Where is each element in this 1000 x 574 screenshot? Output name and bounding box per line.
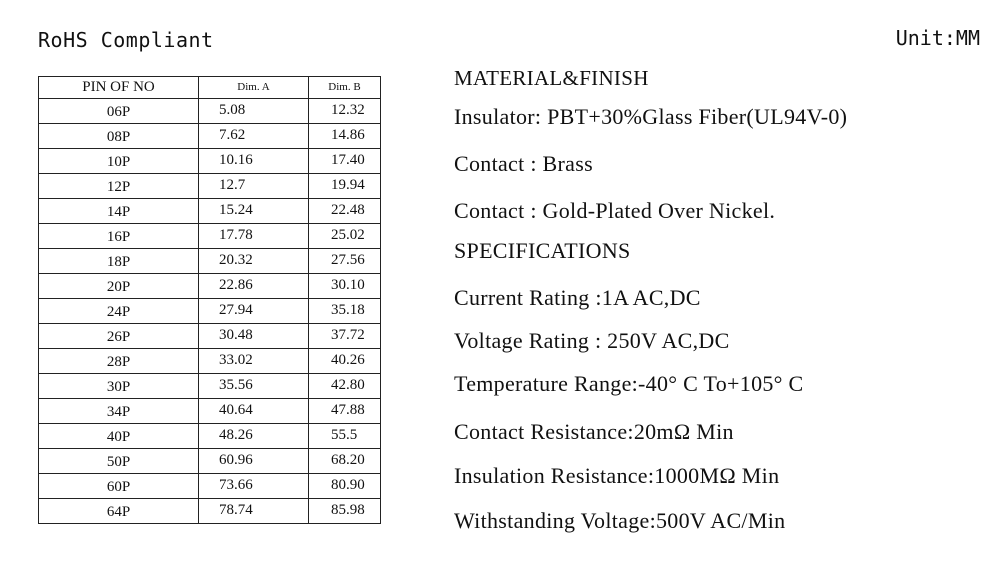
dim-b-cell: 37.72 [309, 324, 381, 349]
pin-count-cell: 34P [39, 399, 199, 424]
dim-a-cell: 27.94 [199, 299, 309, 324]
table-header-row [39, 77, 381, 99]
dim-a-cell: 22.86 [199, 274, 309, 299]
dim-a-cell: 48.26 [199, 424, 309, 449]
dim-a-cell: 17.78 [199, 224, 309, 249]
table-row [39, 424, 381, 449]
dim-b-cell: 14.86 [309, 124, 381, 149]
pin-count-cell: 64P [39, 499, 199, 524]
insulator-spec: Insulator: PBT+30%Glass Fiber(UL94V-0) [454, 104, 848, 129]
table-row [39, 274, 381, 299]
header-pin-of-no: PIN OF NO [39, 77, 199, 99]
dim-a-cell: 30.48 [199, 324, 309, 349]
dimension-table [38, 76, 381, 524]
table-row [39, 324, 381, 349]
table-body [39, 99, 381, 524]
pin-count-cell: 24P [39, 299, 199, 324]
table-row [39, 299, 381, 324]
table-row [39, 474, 381, 499]
pin-count-cell: 12P [39, 174, 199, 199]
dim-a-cell: 15.24 [199, 199, 309, 224]
dim-b-cell: 25.02 [309, 224, 381, 249]
dim-b-cell: 17.40 [309, 149, 381, 174]
dim-b-cell: 12.32 [309, 99, 381, 124]
table-row [39, 224, 381, 249]
dim-b-cell: 27.56 [309, 249, 381, 274]
pin-count-cell: 50P [39, 449, 199, 474]
header-dim-b: Dim. B [309, 77, 381, 99]
dim-b-cell: 55.5 [309, 424, 381, 449]
pin-count-cell: 08P [39, 124, 199, 149]
dim-b-cell: 85.98 [309, 499, 381, 524]
dim-b-cell: 80.90 [309, 474, 381, 499]
table-row [39, 374, 381, 399]
dim-a-cell: 40.64 [199, 399, 309, 424]
table-row [39, 249, 381, 274]
dim-b-cell: 68.20 [309, 449, 381, 474]
temperature-range-spec: Temperature Range:-40° C To+105° C [454, 371, 804, 396]
dim-a-cell: 73.66 [199, 474, 309, 499]
table-row [39, 199, 381, 224]
voltage-rating-spec: Voltage Rating : 250V AC,DC [454, 328, 730, 353]
table-row [39, 499, 381, 524]
dim-a-cell: 33.02 [199, 349, 309, 374]
contact-plating-spec: Contact : Gold-Plated Over Nickel. [454, 198, 776, 223]
table-row [39, 449, 381, 474]
dim-b-cell: 42.80 [309, 374, 381, 399]
pin-count-cell: 06P [39, 99, 199, 124]
pin-count-cell: 10P [39, 149, 199, 174]
dim-b-cell: 22.48 [309, 199, 381, 224]
dim-a-cell: 20.32 [199, 249, 309, 274]
dim-b-cell: 47.88 [309, 399, 381, 424]
insulation-resistance-spec: Insulation Resistance:1000MΩ Min [454, 463, 780, 488]
pin-count-cell: 60P [39, 474, 199, 499]
current-rating-spec: Current Rating :1A AC,DC [454, 285, 701, 310]
pin-count-cell: 18P [39, 249, 199, 274]
contact-resistance-spec: Contact Resistance:20mΩ Min [454, 419, 734, 444]
specifications-heading: SPECIFICATIONS [454, 238, 631, 263]
table-row [39, 399, 381, 424]
table-row [39, 99, 381, 124]
dim-b-cell: 30.10 [309, 274, 381, 299]
dim-b-cell: 19.94 [309, 174, 381, 199]
table-row [39, 174, 381, 199]
dim-a-cell: 35.56 [199, 374, 309, 399]
material-finish-heading: MATERIAL&FINISH [454, 66, 649, 90]
pin-count-cell: 16P [39, 224, 199, 249]
pin-count-cell: 30P [39, 374, 199, 399]
pin-count-cell: 40P [39, 424, 199, 449]
dim-b-cell: 40.26 [309, 349, 381, 374]
dim-a-cell: 12.7 [199, 174, 309, 199]
withstanding-voltage-spec: Withstanding Voltage:500V AC/Min [454, 508, 786, 533]
dim-a-cell: 78.74 [199, 499, 309, 524]
dim-b-cell: 35.18 [309, 299, 381, 324]
dim-a-cell: 10.16 [199, 149, 309, 174]
dim-a-cell: 7.62 [199, 124, 309, 149]
dim-a-cell: 5.08 [199, 99, 309, 124]
table-row [39, 124, 381, 149]
table-row [39, 149, 381, 174]
pin-count-cell: 28P [39, 349, 199, 374]
contact-material-spec: Contact : Brass [454, 151, 593, 176]
table-row [39, 349, 381, 374]
pin-count-cell: 20P [39, 274, 199, 299]
document-title: RoHS Compliant [38, 28, 214, 52]
dim-a-cell: 60.96 [199, 449, 309, 474]
header-dim-a: Dim. A [199, 77, 309, 99]
pin-count-cell: 14P [39, 199, 199, 224]
pin-count-cell: 26P [39, 324, 199, 349]
unit-label: Unit:MM [895, 26, 980, 50]
